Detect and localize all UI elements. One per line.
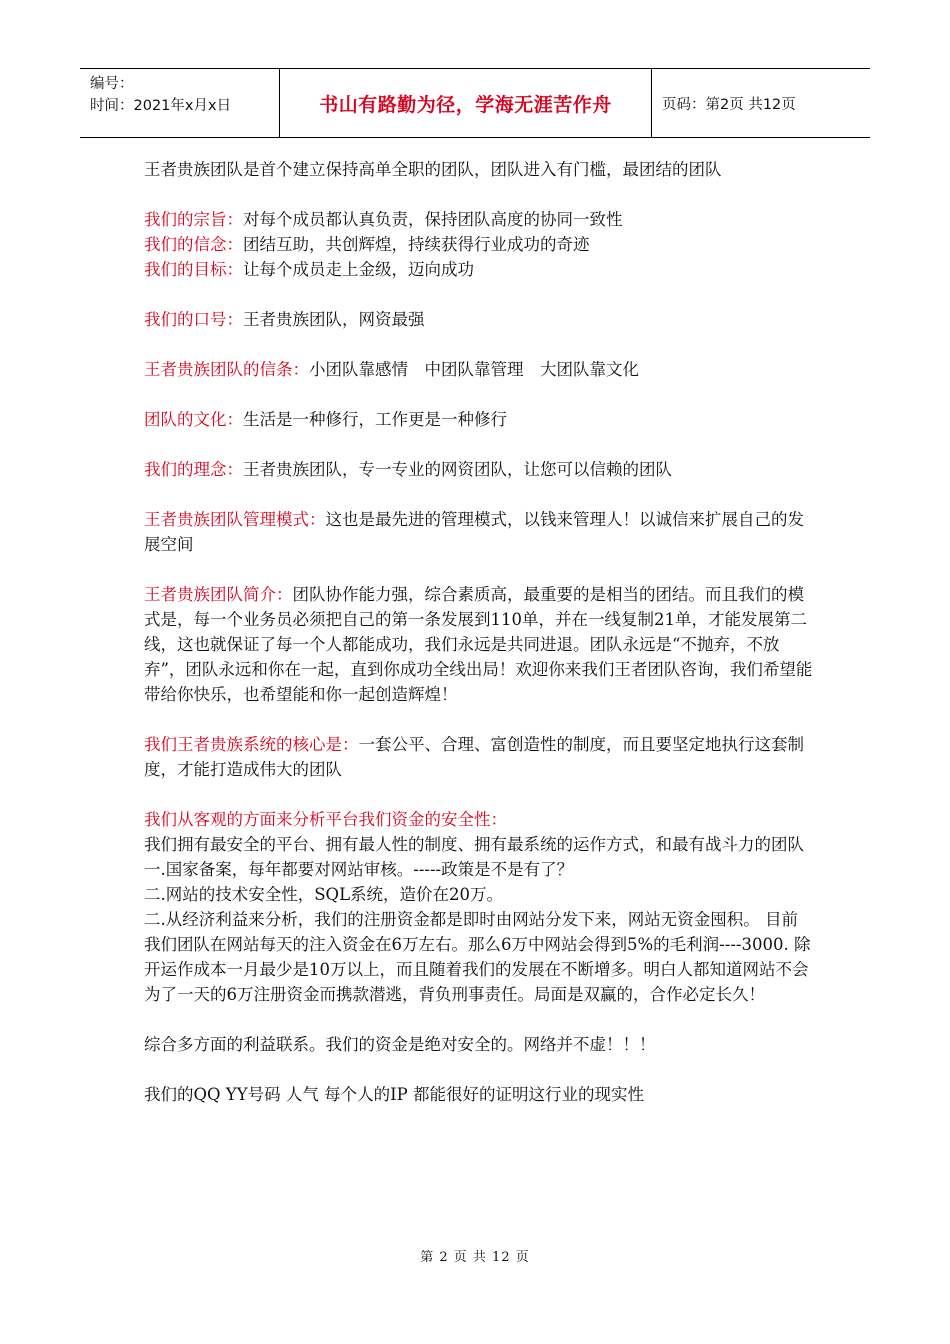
mode-text: 这也是最先进的管理模式，以钱来管理人！以诚信来扩展自己的发展空间 [144, 510, 804, 554]
safety-line-2: 一.国家备案，每年都要对网站审核。-----政策是不是有了？ [144, 860, 574, 879]
conclusion-paragraph: 综合多方面的利益联系。我们的资金是绝对安全的。网络并不虚！！！ [144, 1035, 656, 1054]
creed-line [144, 357, 814, 382]
document-number-label: 编号： [90, 76, 134, 92]
goal-text: 让每个成员走上金级，迈向成功 [243, 260, 474, 279]
goal-line [144, 257, 814, 282]
purpose-line [144, 207, 814, 232]
goal-label: 我们的目标： [144, 260, 243, 279]
culture-line [144, 407, 814, 432]
slogan-line [144, 307, 814, 332]
idea-line [144, 457, 814, 482]
brief-text: 团队协作能力强，综合素质高，最重要的是相当的团结。而且我们的模式是，每一个业务员必须把自己的第一条发展到110单，并在一线复制21单，才能发展第二线，这也就保证了每一个人都能成功，我们永远是共同进退。团队永远是“不抛弃，不放弃”，团队永远和你在一起，直到你成功全线出局！欢迎你来我们王者团队咨询，我们希望能带给你快乐，也希望能和你一起创造辉煌！ [144, 585, 813, 704]
culture-label: 团队的文化： [144, 410, 243, 429]
slogan-text: 王者贵族团队，网资最强 [243, 310, 425, 329]
header-table [80, 68, 870, 138]
safety-line-3: 二.网站的技术安全性，SQL系统，造价在20万。 [144, 885, 504, 904]
safety-line-1: 我们拥有最安全的平台、拥有最人性的制度、拥有最系统的运作方式，和最有战斗力的团队 [144, 835, 804, 854]
safety-line-4: 二.从经济利益来分析，我们的注册资金都是即时由网站分发下来，网站无资金囤积。 目前我们团队在网站每天的注入资金在6万左右。那么6万中网站会得到5%的毛利润----3000. 除开运作成本一月最少是10万以上，而且随着我们的发展在不断增多。明白人都知道网站不会为了一天的6万注册资金而携款潜逃，背负刑事责任。局面是双赢的，合作必定长久！ [144, 910, 811, 1004]
brief-label: 王者贵族团队简介： [144, 585, 293, 604]
mode-label: 王者贵族团队管理模式： [144, 510, 326, 529]
purpose-text: 对每个成员都认真负责，保持团队高度的协同一致性 [243, 210, 623, 229]
creed-label: 王者贵族团队的信条： [144, 360, 309, 379]
safety-heading: 我们从客观的方面来分析平台我们资金的安全性： [144, 810, 507, 829]
core-text: 一套公平、合理、富创造性的制度，而且要坚定地执行这套制度，才能打造成伟大的团队 [144, 735, 804, 779]
mode-paragraph [144, 507, 814, 557]
core-paragraph [144, 732, 814, 782]
document-body [144, 157, 814, 1107]
belief-label: 我们的信念： [144, 235, 243, 254]
header-meta-cell [80, 69, 280, 137]
header-page-label: 页码：第2页 共12页 [662, 96, 796, 113]
intro-paragraph: 王者贵族团队是首个建立保持高单全职的团队，团队进入有门槛，最团结的团队 [144, 160, 722, 179]
slogan-label: 我们的口号： [144, 310, 243, 329]
idea-label: 我们的理念： [144, 460, 243, 479]
culture-text: 生活是一种修行，工作更是一种修行 [243, 410, 507, 429]
last-line: 我们的QQ YY号码 人气 每个人的IP 都能很好的证明这行业的现实性 [144, 1085, 644, 1104]
belief-line [144, 232, 814, 257]
core-label: 我们王者贵族系统的核心是： [144, 735, 359, 754]
purpose-label: 我们的宗旨： [144, 210, 243, 229]
page-footer: 第 2 页 共 12 页 [420, 1250, 530, 1265]
belief-text: 团结互助，共创辉煌，持续获得行业成功的奇迹 [243, 235, 590, 254]
header-motto: 书山有路勤为径，学海无涯苦作舟 [280, 69, 652, 137]
idea-text: 王者贵族团队，专一专业的网资团队，让您可以信赖的团队 [243, 460, 672, 479]
document-time-label: 时间：2021年x月x日 [90, 98, 232, 114]
brief-paragraph [144, 582, 814, 707]
creed-text: 小团队靠感情 中团队靠管理 大团队靠文化 [309, 360, 639, 379]
